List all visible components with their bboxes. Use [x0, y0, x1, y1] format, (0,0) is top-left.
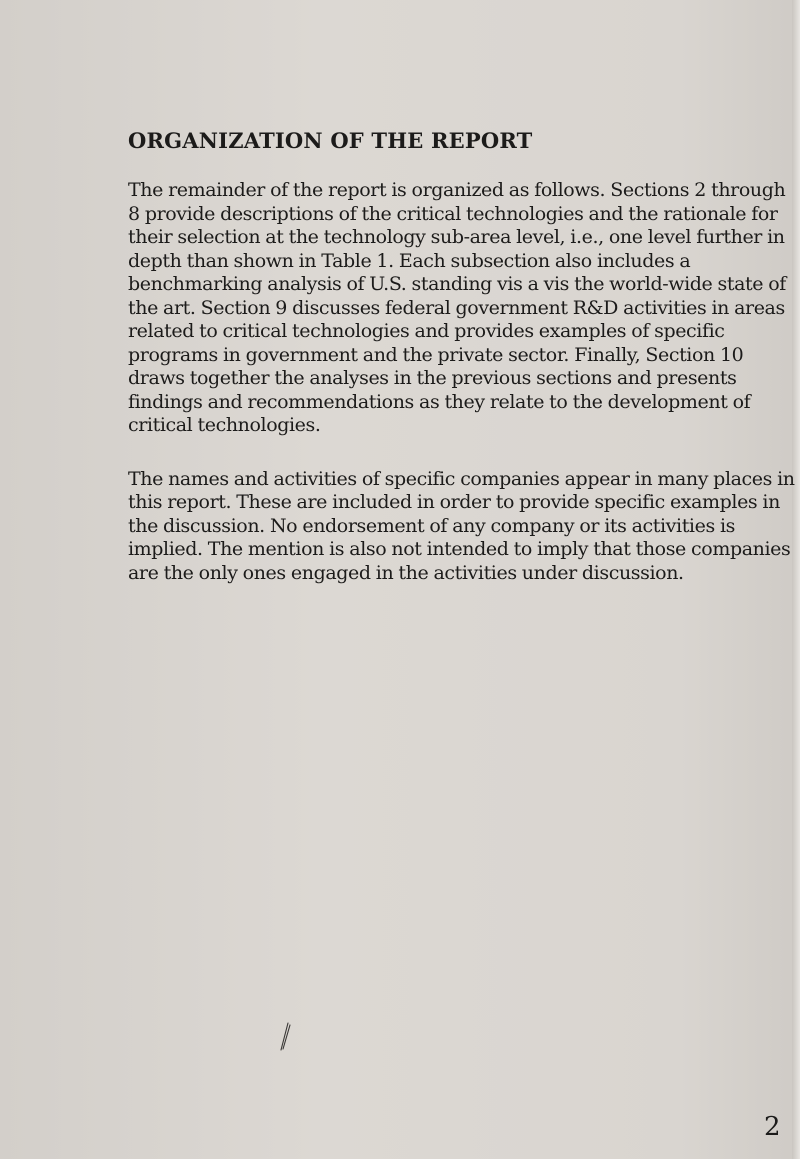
- report-body: [128, 127, 800, 585]
- page-number: 2: [764, 1112, 781, 1142]
- paragraph-disclaimer: The names and activities of specific companies appear in many places in this report. These are included in order to provide specific examples in the discussion. No endorsement of any company or its activities is implied. The mention is also not intended to imply that those companies are the only ones engaged in the activities under discussion.: [128, 467, 795, 584]
- section-heading: ORGANIZATION OF THE REPORT: [128, 128, 533, 153]
- pen-mark: [276, 1022, 292, 1052]
- paragraph-organization: The remainder of the report is organized as follows. Sections 2 through 8 provide descriptions of the critical technologies and the rationale for their selection at the technology sub-area level, i.e., one level further in depth than shown in Table 1. Each subsection also includes a benchmarking analysis of U.S. standing vis a vis the world-wide state of the art. Section 9 discusses federal government R&D activities in areas related to critical technologies and provides examples of specific programs in government and the private sector. Finally, Section 10 draws together the analyses in the previous sections and presents findings and recommendations as they relate to the development of critical technologies.: [128, 179, 786, 436]
